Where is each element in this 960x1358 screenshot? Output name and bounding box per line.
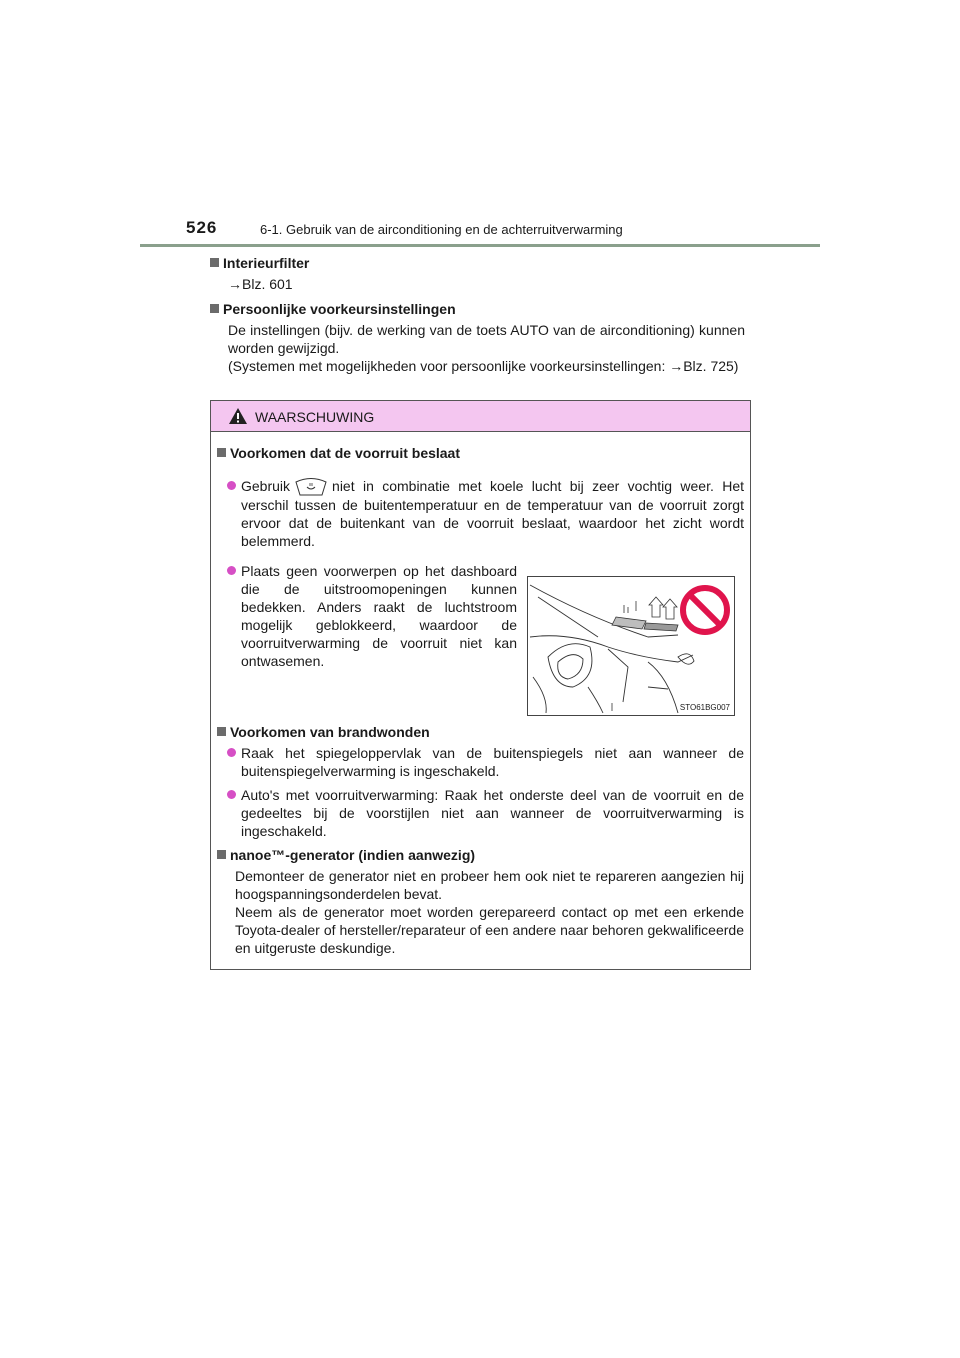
warning-header xyxy=(211,401,750,432)
bullet-dot-icon xyxy=(227,566,236,575)
nanoe-text-1: Demonteer de generator niet en probeer hem ook niet te repareren aangezien hij hoogspanningsonderdelen bevat. xyxy=(235,868,744,902)
warning-triangle-icon xyxy=(228,407,248,425)
list-item: Auto's met voorruitverwarming: Raak het onderste deel van de voorruit en de gedeeltes bij de voorstijlen niet aan wanneer de voorruitverwarming is ingeschakeld. xyxy=(217,786,744,840)
dashboard-illustration xyxy=(527,576,735,716)
heading-voorkeur: Persoonlijke voorkeursinstellingen xyxy=(210,300,745,318)
header-rule xyxy=(140,244,820,247)
square-bullet-icon xyxy=(217,727,226,736)
heading-voorruit-beslaat: Voorkomen dat de voorruit beslaat xyxy=(217,444,744,462)
heading-interieurfilter: Interieurfilter xyxy=(210,254,745,272)
main-content xyxy=(210,254,745,375)
heading-brandwonden: Voorkomen van brandwonden xyxy=(217,723,744,741)
square-bullet-icon xyxy=(217,448,226,457)
list-item: Plaats geen voorwerpen op het dashboard die de uitstroomopeningen kunnen bedekken. Anders raakt de luchtstroom mogelijk geblokkeerd, waardoor de voorruitverwarming de voorruit niet kan ontwasemen. xyxy=(217,562,517,670)
heading-nanoe: nanoe™-generator (indien aanwezig) xyxy=(217,846,744,864)
windshield-defogger-button-icon xyxy=(294,476,328,496)
page-number: 526 xyxy=(186,218,218,237)
voorkeur-text-1: De instellingen (bijv. de werking van de toets AUTO van de airconditioning) kunnen worden gewijzigd. xyxy=(228,322,745,356)
page-reference-601[interactable]: →Blz. 601 xyxy=(228,276,293,292)
bullet-dot-icon xyxy=(227,481,236,490)
square-bullet-icon xyxy=(210,304,219,313)
dashboard-drawing xyxy=(528,577,734,715)
section-title: 6-1. Gebruik van de airconditioning en de achterruitverwarming xyxy=(260,222,623,237)
bullet-dot-icon xyxy=(227,790,236,799)
list-item: Raak het spiegeloppervlak van de buitenspiegels niet aan wanneer de buitenspiegelverwarming is ingeschakeld. xyxy=(217,744,744,780)
figure-code: STO61BG007 xyxy=(679,703,730,712)
list-item: Gebruik niet in combinatie met koele lucht bij zeer vochtig weer. Het verschil tussen de buitentemperatuur en de temperatuur van de voorruit zorgt ervoor dat de buitenkant van de voorruit beslaat, waardoor het zicht wordt belemmerd. xyxy=(217,476,744,550)
square-bullet-icon xyxy=(217,850,226,859)
nanoe-text-2: Neem als de generator moet worden gerepareerd contact op met een erkende Toyota-dealer of hersteller/reparateur of een andere naar behoren gekwalificeerde en uitgeruste deskundige. xyxy=(235,904,744,956)
square-bullet-icon xyxy=(210,258,219,267)
warning-title: WAARSCHUWING xyxy=(255,409,375,425)
bullet-dot-icon xyxy=(227,748,236,757)
voorkeur-text-2: (Systemen met mogelijkheden voor persoonlijke voorkeursinstellingen: →Blz. 725) xyxy=(228,358,739,374)
